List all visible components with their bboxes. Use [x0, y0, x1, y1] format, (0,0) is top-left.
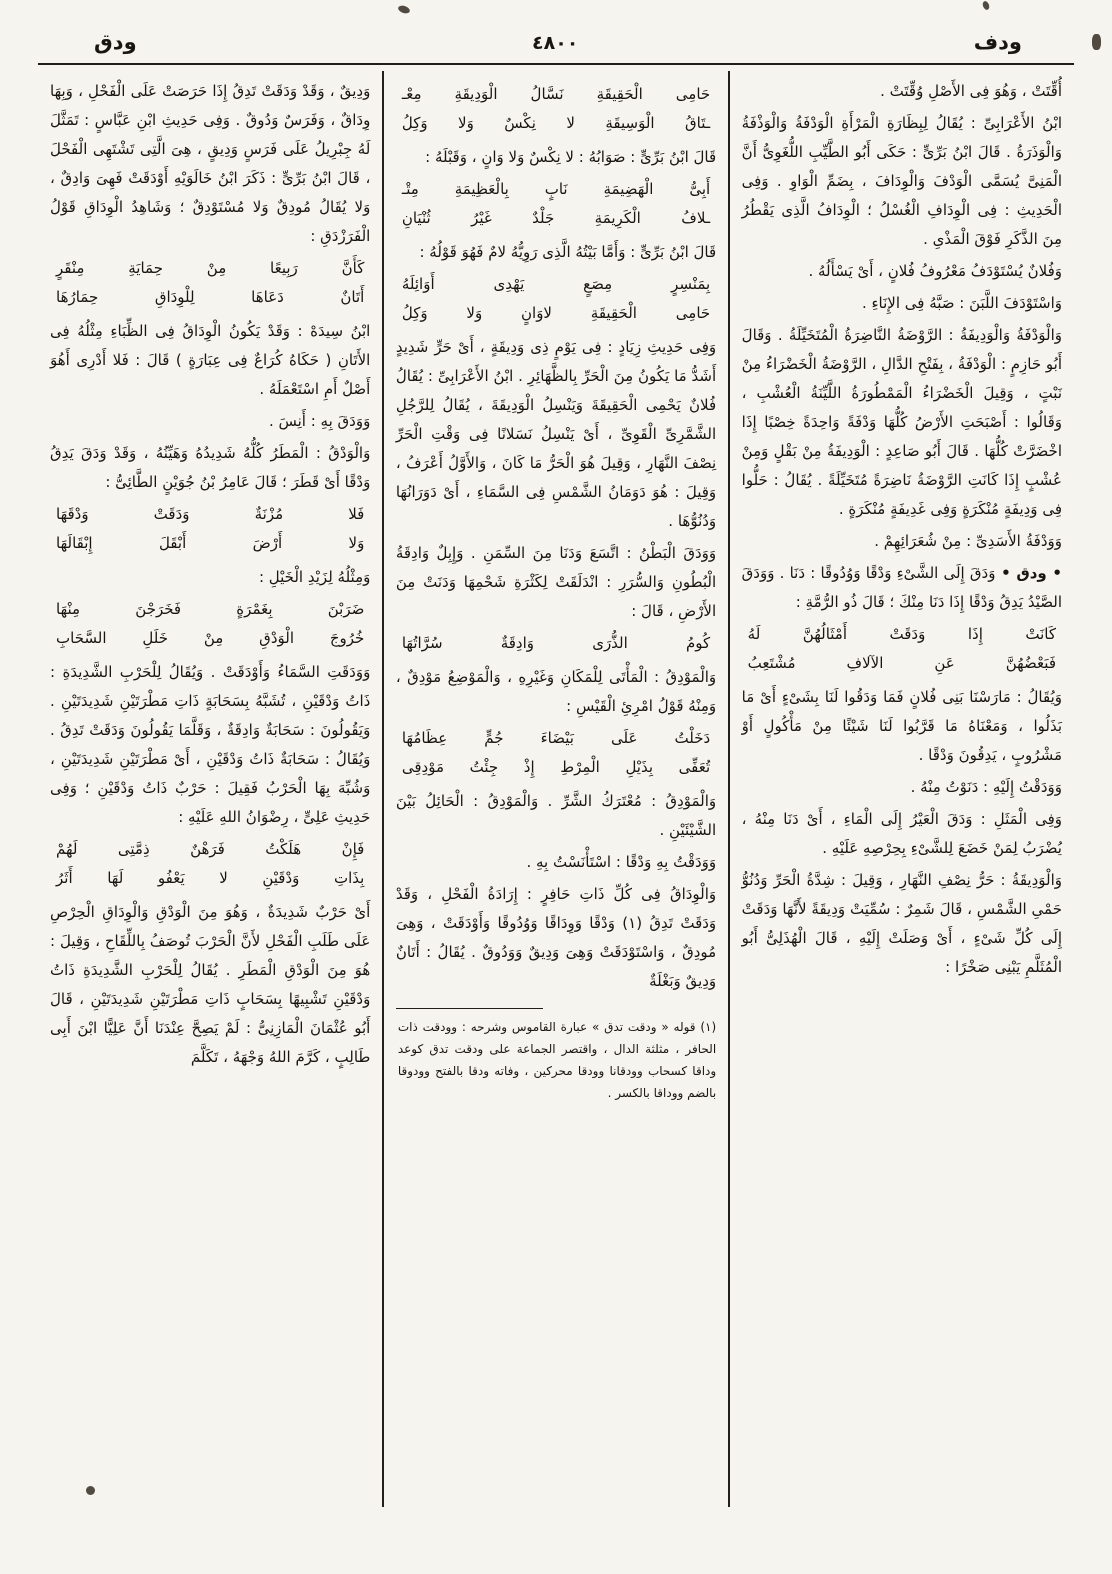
paragraph: وَفِى الْمَثَلِ : وَدَقَ الْعَيْرُ إِلَى الْمَاءِ ، أَىْ دَنَا مِنْهُ ، يُضْرَبُ لِمَنْ خَضَعَ لِلشَّىْءِ بِحِرْصِهِ عَلَيْهِ .	[741, 810, 1062, 857]
paragraph: وَالْوَدْقُ : الْمَطَرُ كُلُّهُ شَدِيدُهُ وَهَيِّنُهُ ، وَقَدْ وَدَقَ يَدِقُ وَدْقًا أَىْ قَطَرَ ؛ قَالَ عَامِرُ بْنُ جُوَيْنٍ الطَّائِىُّ :	[50, 444, 371, 491]
verse	[56, 835, 364, 893]
verse	[56, 254, 364, 312]
paragraph: وَالْوَدْفَةُ وَالْوَدِيفَةُ : الرَّوْضَةُ النَّاضِرَةُ الْمُتَخَيِّلَةُ . وَقَالَ أَبُو حَازِمٍ : الْوَدْفَةُ ، بِفَتْحِ الدَّالِ ، الرَّوْضَةُ الْخَضْرَاءُ مِنْ نَبْتٍ ، وَقِيلَ الْخَضْرَاءُ الْمَمْطُورَةُ اللَّيِّنَةُ الْعُشْبِ ، وَقَالُوا : أَصْبَحَتِ الأَرْضُ كُلُّهَا وَدْفَةً وَاحِدَةً خِصْبًا إِذَا اخْضَرَّتْ كُلُّهَا . قَالَ أَبُو صَاعِدٍ : الْوَدِيفَةُ مِنْ بَقْلٍ وَمِنْ عُشْبٍ إِذَا كَانَتِ الرَّوْضَةُ نَاضِرَةً مُتَخَيِّلَةً . يُقَالُ : حَلُّوا فِى وَدِيفَةٍ مُنْكَرَةٍ وَفِى غَدِيفَةٍ مُنْكَرَةٍ .	[741, 326, 1062, 518]
entry-headword: • ودق •	[995, 564, 1062, 582]
footnote: (١) قوله « ودقت تدق » عبارة القاموس وشرحه : وودقت ذات الحافر ، مثلثة الدال ، واقتصر الجماعة على ودقت تدق كوعد وداقا كسحاب وودقانا وودقا محركين ، وفاته ودقا بالفتح وودوقا بالضم ووداقا بالكسر .	[397, 1020, 717, 1100]
paragraph: وَالْمَوْدِقُ : الْمَأْتَى لِلْمَكَانِ وَغَيْرِهِ ، وَالْمَوْضِعُ مَوْدِقٌ ، وَمِنْهُ قَوْلُ امْرِئِ الْقَيْسِ :	[395, 668, 717, 715]
verse	[402, 270, 710, 328]
page-header	[38, 30, 1074, 54]
paragraph: وَفِى حَدِيثِ زِيَادٍ : فِى يَوْمٍ ذِى وَدِيقَةٍ ، أَىْ حَرٍّ شَدِيدٍ أَشَدُّ مَا يَكُونُ مِنَ الْحَرِّ بِالظَّهَائِرِ . ابْنُ الأَعْرَابِىِّ : يُقَالُ فُلانٌ يَحْمِى الْحَقِيقَةَ وَيَنْسِلُ الْوَدِيقَةَ ، يُقَالُ لِلرَّجُلِ الشَّمَّرِىِّ الْقَوِىِّ ، أَىْ يَنْسِلُ نَسَلانًا فِى وَقْتِ الْحَرِّ نِصْفَ النَّهَارِ ، وَقِيلَ هُوَ الْحَرُّ مَا كَانَ ، وَالأَوَّلُ أَعْرَفُ ، وَقِيلَ : هُوَ دَوَمَانُ الشَّمْسِ فِى السَّمَاءِ ، أَىْ دَوَرَانُهَا وَدُنُوُّهَا .	[395, 338, 717, 530]
paragraph: وَوَدَقَتِ السَّمَاءُ وَأَوْدَقَتْ . وَيُقَالُ لِلْحَرْبِ الشَّدِيدَةِ : ذَاتُ وَدْقَيْنِ ، تُشَبَّهُ بِسَحَابَةٍ ذَاتِ مَطْرَتَيْنِ شَدِيدَتَيْنِ . وَيَقُولُونَ : سَحَابَةٌ وَادِقَةٌ ، وَقَلَّمَا يَقُولُونَ وَدَقَتْ تَدِقُ . وَيُقَالُ : سَحَابَةٌ ذَاتُ وَدْقَيْنِ ، أَىْ مَطْرَتَيْنِ شَدِيدَتَيْنِ ، وَشُبِّهَ بِهَا الْحَرْبُ فَقِيلَ : حَرْبٌ ذَاتُ وَدْقَيْنِ ؛ وَفِى حَدِيثِ عَلِىٍّ ، رِضْوَانُ اللهِ عَلَيْهِ :	[50, 663, 371, 826]
paragraph: قَالَ ابْنُ بَرِّىٍّ : وَأَمَّا بَيْتُهُ الَّذِى رَوِيُّهُ لامٌ فَهُوَ قَوْلُهُ :	[419, 243, 717, 261]
verse-line: حَامِى الْحَقِيقَةِ نَسَّالُ الْوَدِيقَةِ مِعْـ	[401, 85, 711, 103]
paragraph: وَمِثْلُهُ لِزَيْدِ الْخَيْلِ :	[258, 568, 371, 586]
page-number: ٤٨٠٠	[532, 32, 579, 54]
entry-paragraph: • ودق • وَدَقَ إِلَى الشَّىْءِ وَدْقًا وَوُدُوقًا : دَنَا . وَوَدَقَ الصَّيْدُ يَدِقُ وَدْقًا إِذَا دَنَا مِنْكَ ؛ قَالَ ذُو الرُّمَّةِ :	[741, 564, 1062, 611]
paragraph: وَوَدَقَ بِهِ : أَنِسَ .	[268, 412, 371, 430]
column-separator	[382, 71, 384, 1507]
verse-line: فَبَعْضُهُنَّ عَنِ الآلافِ مُشْتَعِبُ	[747, 654, 1056, 672]
verse	[402, 629, 710, 658]
verse	[402, 175, 710, 233]
column-separator	[728, 71, 730, 1507]
verse	[56, 595, 364, 653]
paragraph: أُقِّتَتْ ، وَهُوَ فِى الأَصْلِ وُقِّتَتْ .	[880, 82, 1062, 100]
paragraph: وَوَدَقَ الْبَطْنُ : اتَّسَعَ وَدَنَا مِنَ السِّمَنِ . وَإِبِلٌ وَادِقَةُ الْبُطُونِ وَالسُّرَرِ : انْدَلَقَتْ لِكَثْرَةِ شَحْمِهَا وَدَنَتْ مِنَ الأَرْضِ ، قَالَ :	[395, 544, 717, 620]
verse-line: وَلا أَرْضَ أَبْقَلَ إِبْقَالَهَا	[56, 534, 365, 552]
verse-line: فَلا مُزْنَةٌ وَدَقَتْ وَدْقَهَا	[56, 505, 365, 523]
verse-line: كُومُ الذُّرَى وَادِقَةٌ سُرَّاتُهَا	[401, 634, 711, 652]
verse-line: حَامِى الْحَقِيقَةِ لاوَانٍ وَلا وَكِلُ	[401, 304, 711, 322]
paragraph: أَىْ حَرْبٌ شَدِيدَةٌ ، وَهُوَ مِنَ الْوَدْقِ وَالْوِدَاقِ الْحِرْصِ عَلَى طَلَبِ الْفَحْلِ لأَنَّ الْحَرْبَ تُوصَفُ بِاللِّقَاحِ ، وَقِيلَ : هُوَ مِنَ الْوَدْقِ الْمَطَرِ . يُقَالُ لِلْحَرْبِ الشَّدِيدَةِ ذَاتُ وَدْقَيْنِ تَشْبِيهًا بِسَحَابٍ ذَاتِ مَطْرَتَيْنِ شَدِيدَتَيْنِ ، قَالَ أَبُو عُثْمَانَ الْمَازِنِىُّ : لَمْ يَصِحَّ عِنْدَنَا أَنَّ عَلِيًّا ابْنَ أَبِى طَالِبٍ ، كَرَّمَ اللهُ وَجْهَهُ ، تَكَلَّمَ	[50, 903, 371, 1066]
column-middle	[384, 69, 728, 1507]
header-word-right: ودف	[973, 30, 1022, 54]
verse-line: كَانَتْ إِذَا وَدَقَتْ أَمْثَالُهُنَّ لَهُ	[747, 625, 1056, 643]
verse	[402, 724, 710, 782]
verse-line: خُرُوجَ الْوَدْقِ مِنْ خَلَلِ السَّحَابِ	[56, 629, 365, 647]
verse-line: أَتَانٌ دَعَاهَا لِلْوِدَاقِ حِمَارُهَا	[56, 288, 365, 306]
paragraph: ابْنُ الأَعْرَابِىِّ : يُقَالُ لِبِظَارَةِ الْمَرْأَةِ الْوَدْفَةُ وَالْوَذْفَةُ وَالْوَذَرَةُ . قَالَ ابْنُ بَرِّىٍّ : حَكَى أَبُو الطَّيِّبِ اللُّغَوِىُّ أَنَّ الْمَنِىَّ يُسَمَّى الْوَدْفَ وَالْوِدَافَ ، بِضَمِّ الْوَاوِ . وَفِى الْحَدِيثِ : فِى الْوِدَافِ الْغُسْلُ ؛ الْوِدَافُ الَّذِى يَقْطُرُ مِنَ الذَّكَرِ فَوْقَ الْمَذْىِ .	[741, 114, 1062, 248]
paragraph: وَالْمَوْدِقُ : مُعْتَرَكُ الشَّرِّ . وَالْمَوْدِقُ : الْحَائِلُ بَيْنَ الشَّيْئَيْنِ .	[395, 792, 717, 839]
header-rule	[38, 63, 1074, 65]
verse-line: تُعَفِّى بِذَيْلِ الْمِرْطِ إِذْ جِئْتُ مَوْدِقِى	[401, 758, 711, 776]
paragraph: وَدِيقٌ ، وَقَدْ وَدَقَتْ تَدِقُ إِذَا حَرَصَتْ عَلَى الْفَحْلِ ، وَبِهَا وِدَاقٌ ، وَفَرَسٌ وَدُوقٌ . وَفِى حَدِيثِ ابْنِ عَبَّاسٍ : تَمَثَّلَ لَهُ جِبْرِيلُ عَلَى فَرَسٍ وَدِيقٍ ، هِىَ الَّتِى تَشْتَهِى الْفَحْلَ ، قَالَ ابْنُ بَرِّىٍّ : ذَكَرَ ابْنُ خَالَوَيْهِ أَوْدَقَتْ فَهِىَ وَادِقٌ ، وَلا يُقَالُ مُودِقٌ وَلا مُسْتَوْدِقٌ ؛ وَشَاهِدُ الْوِدَاقِ قَوْلُ الْفَرَزْدَقِ :	[50, 82, 371, 245]
verse-line: ضَرَبْنَ بِغَمْرَةٍ فَخَرَجْنَ مِنْهَا	[56, 600, 365, 618]
paragraph: قَالَ ابْنُ بَرِّىٍّ : صَوَابُهُ : لا نِكْسٌ وَلا وَانٍ ، وَقَبْلَهُ :	[425, 148, 717, 166]
text-columns	[38, 69, 1074, 1507]
column-right	[730, 69, 1074, 1507]
scan-artifact	[86, 1486, 95, 1495]
paragraph: وَفُلانٌ يُسْتَوْدَفُ مَعْرُوفُ فُلانٍ ، أَىْ يَسْأَلُهُ .	[808, 262, 1062, 280]
verse-line: بِمَنْسِرٍ مِصَعٍ يَهْدِى أَوَائِلَهُ	[401, 275, 711, 293]
paragraph: وَوَدَقْتُ بِهِ وَدْقًا : اسْتَأْنَسْتُ بِهِ .	[526, 853, 717, 871]
scan-artifact	[1092, 34, 1101, 50]
paragraph: وَاسْتَوْدَفَ اللَّبَنَ : صَبَّهُ فِى الإِنَاءِ .	[861, 294, 1062, 312]
verse-line: ـلافُ الْكَرِيمَةِ جَلْدٌ غَيْرُ ثُنْيَانِ	[401, 209, 711, 227]
verse-line: أَبِىُّ الْهَضِيمَةِ نَابٍ بِالْعَظِيمَةِ مِتْـ	[401, 180, 711, 198]
header-word-left: ودق	[94, 30, 137, 54]
paragraph: وَالْوَدِيقَةُ : حَرُّ نِصْفِ النَّهَارِ ، وَقِيلَ : شِدَّةُ الْحَرِّ وَدُنُوُّ حَمْىِ الشَّمْسِ ، قَالَ شَمِرٌ : سُمِّيَتْ وَدِيقَةً لأَنَّهَا وَدَقَتْ إِلَى كُلِّ شَىْءٍ ، أَىْ وَصَلَتْ إِلَيْهِ ، قَالَ الْهُذَلِىُّ أَبُو الْمُثَلَّمِ يَبْنِى صَخْرًا :	[741, 871, 1062, 976]
column-left	[38, 69, 382, 1507]
verse-line: فَإِنْ هَلَكْتُ فَرَهْنٌ ذِمَّتِى لَهُمْ	[56, 840, 365, 858]
verse-line: دَخَلْتُ عَلَى بَيْضَاءَ جُمٍّ عِظَامُهَا	[401, 729, 711, 747]
paragraph: وَيُقَالُ : مَارَسْنَا بَنِى فُلانٍ فَمَا وَدَقُوا لَنَا بِشَىْءٍ أَىْ مَا بَذَلُوا ، وَمَعْنَاهُ مَا قَرَّبُوا لَنَا شَيْئًا مِنْ مَأْكُولٍ أَوْ مَشْرُوبٍ ، يَدِقُونَ وَدْقًا .	[741, 688, 1062, 764]
verse-line: بِذَاتِ وَدْقَيْنِ لا يَعْفُو لَهَا أَثَرُ	[56, 869, 365, 887]
verse	[748, 620, 1056, 678]
paragraph: وَالْوِدَاقُ فِى كُلِّ ذَاتِ حَافِرٍ : إِرَادَةُ الْفَحْلِ ، وَقَدْ وَدَقَتْ تَدِقُ (١) وَدْقًا وَوِدَاقًا وَوُدُوقًا وَأَوْدَقَتْ ، وَهِىَ مُودِقٌ ، وَاسْتَوْدَقَتْ وَهِىَ وَدِيقٌ وَوَدُوقٌ . يُقَالُ : أَتَانٌ وَدِيقٌ وَبَغْلَةٌ	[395, 885, 717, 990]
footnote-separator	[396, 1008, 543, 1009]
paragraph: ابْنُ سِيدَهْ : وَقَدْ يَكُونُ الْوِدَاقُ فِى الظِّبَاءِ مِثْلُهُ فِى الأَتَانِ ( حَكَاهُ كُرَاعٌ فِى عِبَارَةٍ ) قَالَ : فَلا أَدْرِى أَهُوَ أَصْلٌ أَمِ اسْتَعْمَلَهُ .	[50, 322, 371, 398]
paragraph: وَوَدَقْتُ إِلَيْهِ : دَنَوْتُ مِنْهُ .	[910, 778, 1062, 796]
paragraph: وَوَدْفَةُ الأَسَدِىِّ : مِنْ شُعَرَائِهِمْ .	[874, 532, 1062, 550]
verse	[402, 80, 710, 138]
verse-line: ـتَاقُ الْوَسِيقَةِ لا نِكْسٌ وَلا وَكِلُ	[401, 114, 711, 132]
verse	[56, 500, 364, 558]
verse-line: كَأَنَّ رَبِيعًا مِنْ حِمَايَةِ مِنْقَرٍ	[56, 259, 365, 277]
